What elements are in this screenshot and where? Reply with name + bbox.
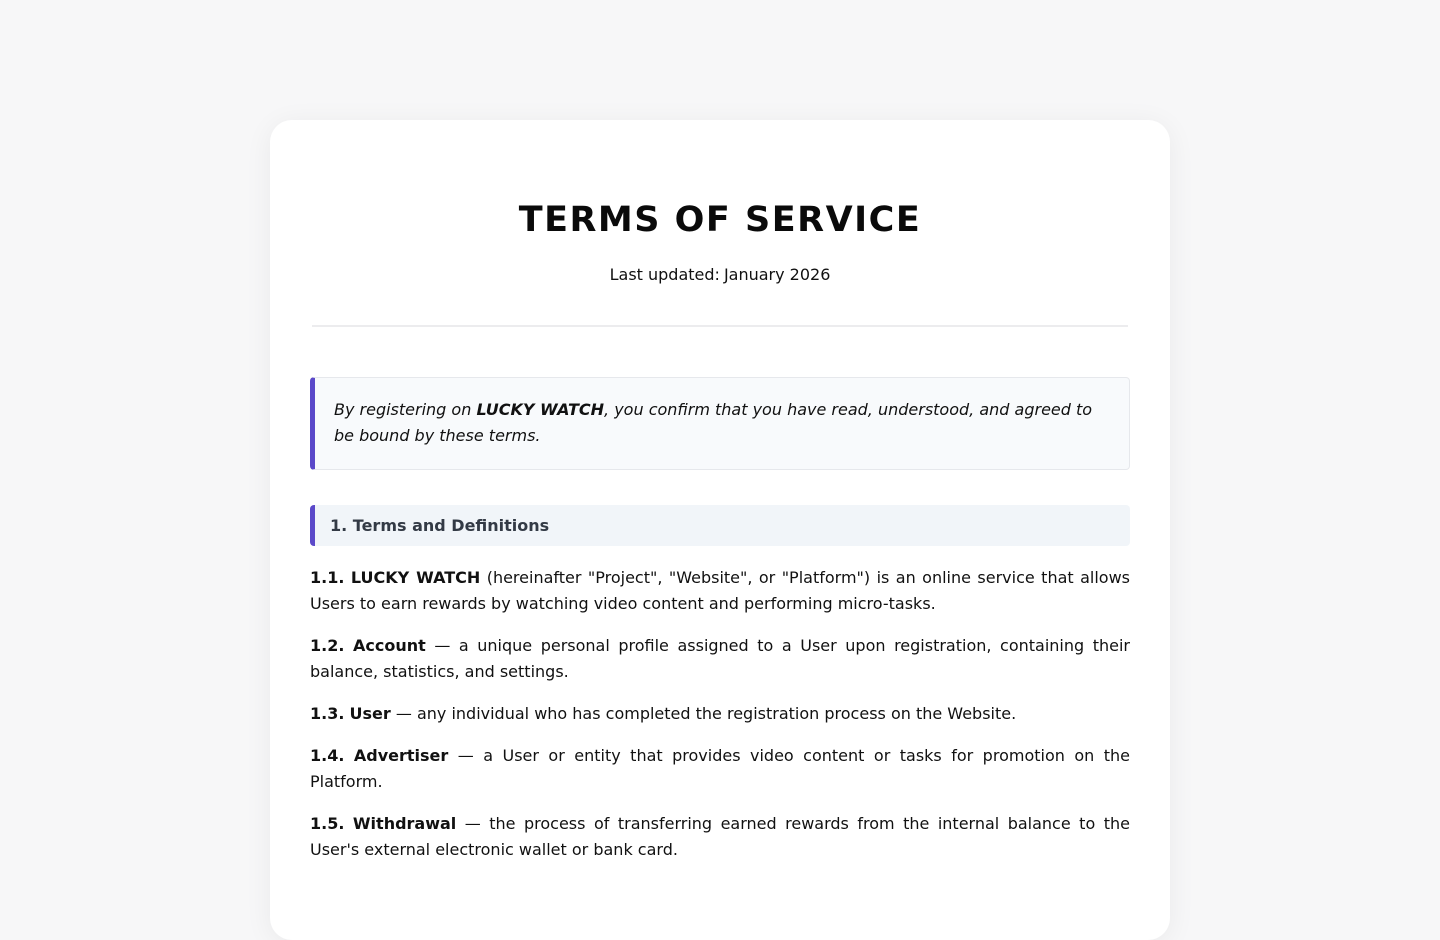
clause-number: 1.5. — [310, 814, 345, 833]
clause-term: Withdrawal — [352, 814, 457, 833]
clause-1-1 — [310, 565, 1130, 617]
clause-number: 1.2. — [310, 636, 345, 655]
notice-text-after: , you confirm that you have read, understood, and agreed to be bound by these terms. — [334, 400, 1093, 445]
clause-text: — the process of transferring earned rewards from the internal balance to the User's external electronic wallet or bank card. — [310, 814, 1130, 859]
clause-number: 1.4. — [310, 746, 345, 765]
clause-text: (hereinafter "Project", "Website", or "Platform") is an online service that allows Users to earn rewards by watching video content and performing micro-tasks. — [310, 568, 1131, 613]
section-heading-definitions: 1. Terms and Definitions — [310, 505, 1130, 546]
clause-term: Advertiser — [353, 746, 449, 765]
clause-1-5 — [310, 811, 1130, 863]
notice-text-before: By registering on — [334, 400, 477, 419]
clause-number: 1.1. — [310, 568, 345, 587]
clause-1-2 — [310, 633, 1130, 685]
clause-text: — a User or entity that provides video content or tasks for promotion on the Platform. — [310, 746, 1130, 791]
last-updated-value: January 2026 — [723, 265, 831, 284]
document-card — [270, 120, 1170, 940]
clause-number: 1.3. — [310, 704, 345, 723]
clause-term: Account — [353, 636, 426, 655]
clause-1-3 — [310, 701, 1130, 727]
clause-term: User — [349, 704, 391, 723]
notice-brand: LUCKY WATCH — [476, 400, 605, 419]
clause-text: — any individual who has completed the registration process on the Website. — [390, 704, 1017, 723]
last-updated-label: Last updated: — [609, 265, 720, 284]
page-title: TERMS OF SERVICE — [518, 200, 922, 240]
clause-term: LUCKY WATCH — [350, 568, 481, 587]
header-divider — [312, 325, 1128, 327]
agreement-notice — [310, 377, 1130, 470]
clause-text: — a unique personal profile assigned to a User upon registration, containing their balance, statistics, and settings. — [310, 636, 1131, 681]
last-updated — [310, 264, 1130, 286]
clause-1-4 — [310, 743, 1130, 795]
